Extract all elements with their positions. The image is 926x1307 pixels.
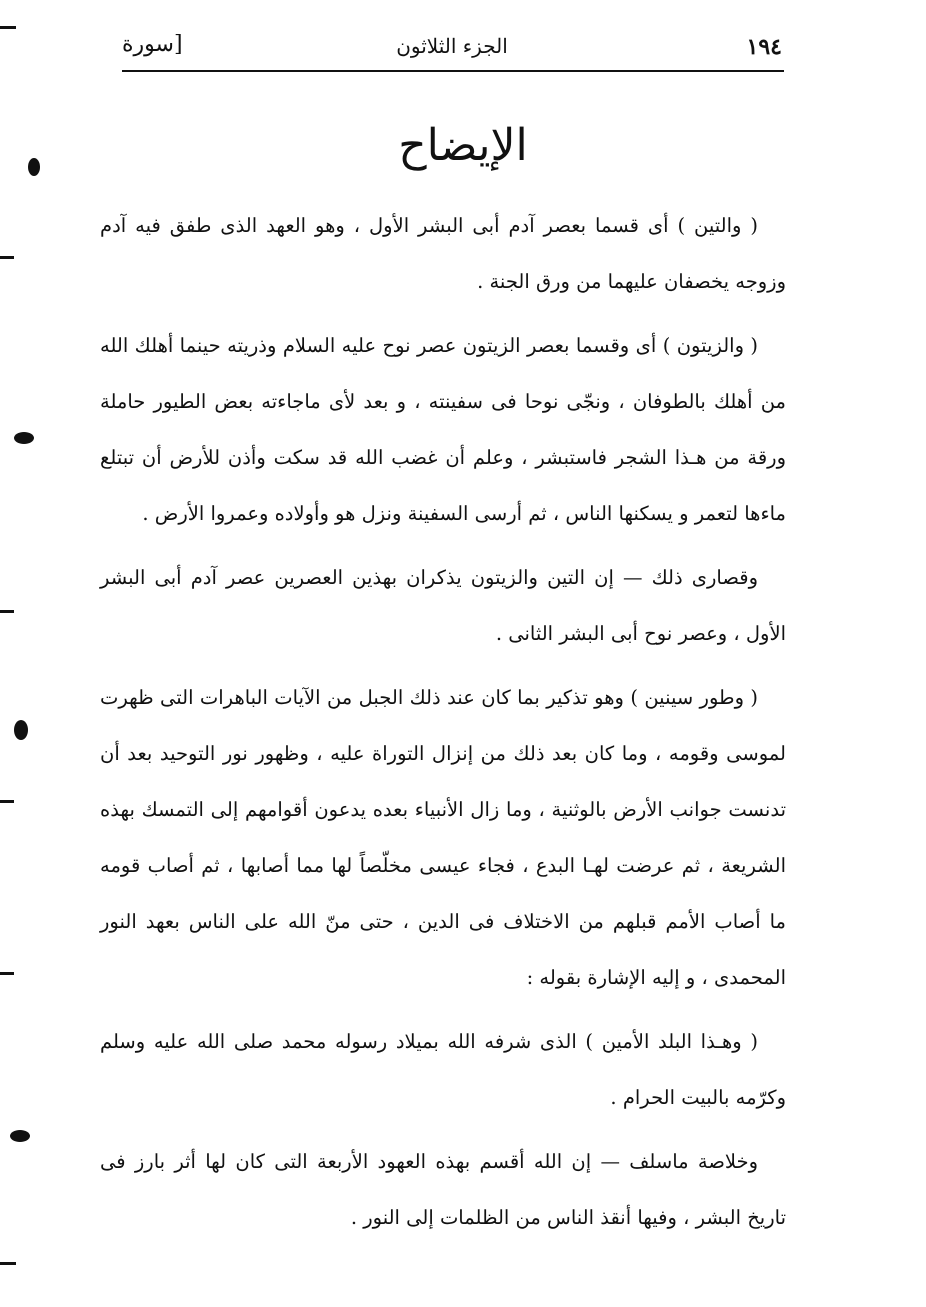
running-title: الجزء الثلاثون: [396, 34, 508, 58]
scan-edge-mark: [0, 610, 14, 613]
body-text: [100, 198, 786, 1254]
scan-ink-blot: [14, 432, 34, 444]
paragraph-zaytun: ( والزيتون ) أى وقسما بعصر الزيتون عصر نوح عليه السلام وذريته حينما أهلك الله من أهلك بالطوفان ، ونجّى نوحا فى سفينته ، و بعد لأى ماجاءته بعض الطيور حاملة ورقة من هـذا الشجر فاستبشر ، وعلم أن غضب الله قد سكت وأذن للأرض أن تبتلع ماءها لتعمر و يسكنها الناس ، ثم أرسى السفينة ونزل هو وأولاده وعمروا الأرض .: [100, 334, 786, 525]
scan-edge-mark: [0, 1262, 16, 1265]
scan-ink-blot: [14, 720, 28, 740]
scan-edge-mark: [0, 256, 14, 259]
page-number: ١٩٤: [746, 34, 782, 60]
paragraph-tur-sinin: ( وطور سينين ) وهو تذكير بما كان عند ذلك الجبل من الآيات الباهرات التى ظهرت لموسى وقومه ، وما كان بعد ذلك من إنزال التوراة عليه ، وظهور نور التوحيد بعد أن تدنست جوانب الأرض بالوثنية ، وما زال الأنبياء بعده يدعون أقوامهم إلى التمسك بهذه الشريعة ، ثم عرضت لهـا البدع ، فجاء عيسى مخلّصاً لها مما أصابها ، ثم أصاب قومه ما أصاب الأمم قبلهم من الاختلاف فى الدين ، حتى منّ الله على الناس بعهد النور المحمدى ، و إليه الإشارة بقوله :: [100, 686, 786, 989]
header-rule: [122, 70, 784, 72]
section-title: الإيضاح: [398, 120, 528, 171]
paragraph-tin: ( والتين ) أى قسما بعصر آدم أبى البشر الأول ، وهو العهد الذى طفق فيه آدم وزوجه يخصفان عليهما من ورق الجنة .: [100, 214, 786, 293]
paragraph-summary-1: وقصارى ذلك — إن التين والزيتون يذكران بهذين العصرين عصر آدم أبى البشر الأول ، وعصر نوح أبى البشر الثانى .: [100, 566, 786, 645]
paragraph-conclusion: وخلاصة ماسلف — إن الله أقسم بهذه العهود الأربعة التى كان لها أثر بارز فى تاريخ البشر ، وفيها أنقذ الناس من الظلمات إلى النور .: [100, 1150, 786, 1229]
scan-ink-blot: [10, 1130, 30, 1142]
surah-label: [سورة: [122, 32, 183, 57]
paragraph-balad-amin: ( وهـذا البلد الأمين ) الذى شرفه الله بميلاد رسوله محمد صلى الله عليه وسلم وكرّمه بالبيت الحرام .: [100, 1030, 786, 1109]
scan-edge-mark: [0, 26, 16, 29]
scan-edge-mark: [0, 972, 14, 975]
page-header: [122, 26, 782, 70]
scan-edge-mark: [0, 800, 14, 803]
